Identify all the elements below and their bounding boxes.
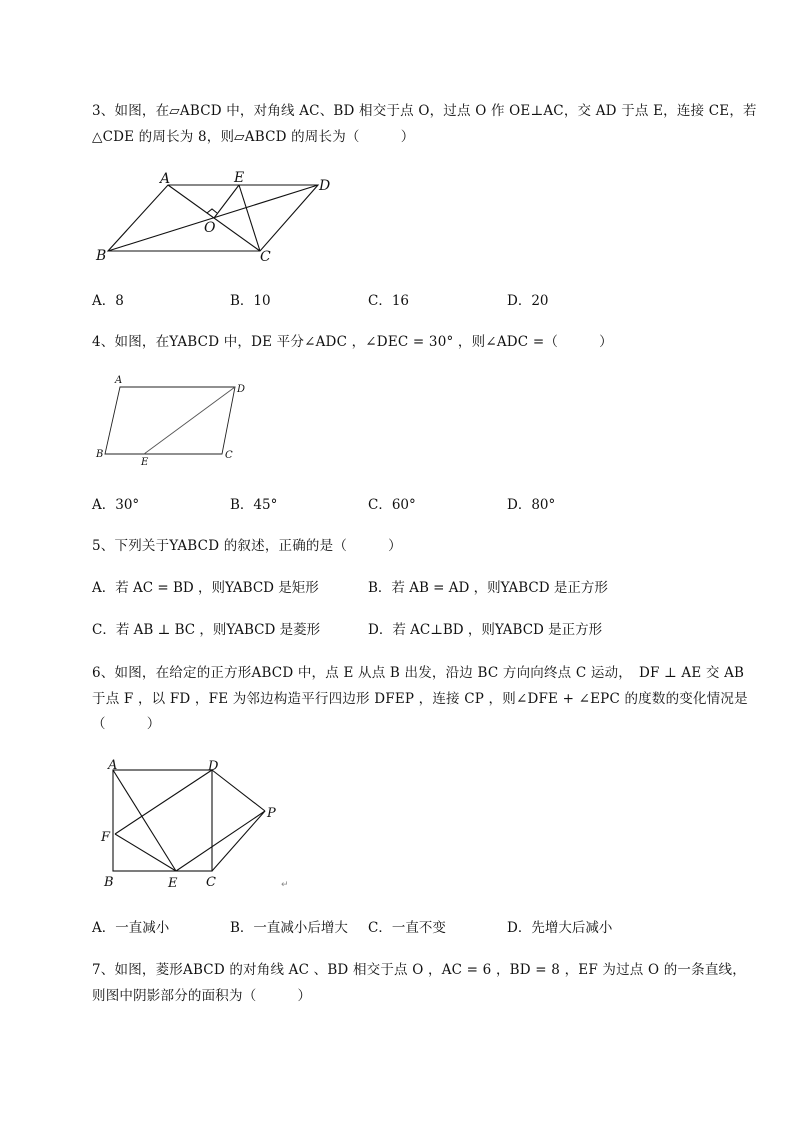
q3-option-b[interactable]: B．10 [230, 293, 271, 309]
q3-label-a: A [160, 171, 171, 187]
q3-label-c: C [260, 249, 271, 265]
q3-option-d[interactable]: D．20 [507, 293, 549, 309]
q6-segment-ae [113, 770, 176, 871]
q6-option-b[interactable]: B．一直减小后增大 [230, 920, 348, 936]
q6-label-e: E [168, 876, 178, 891]
q6-segment-df [115, 770, 212, 834]
q5-option-b[interactable]: B．若 AB = AD ，则YABCD 是正方形 [368, 580, 608, 596]
q3-label-d: D [319, 178, 331, 194]
q3-label-o: O [204, 220, 216, 236]
q4-parallelogram [105, 387, 235, 454]
q3-parallelogram-figure [90, 168, 340, 268]
q5-option-a[interactable]: A．若 AC = BD ，则YABCD 是矩形 [92, 580, 319, 596]
q3-segment-oe [214, 185, 239, 218]
q4-parallelogram-figure [92, 372, 252, 472]
q4-label-e: E [141, 457, 149, 468]
q6-option-a[interactable]: A．一直减小 [92, 920, 170, 936]
q4-label-b: B [96, 449, 104, 460]
q6-label-p: P [267, 806, 276, 821]
q6-label-c: C [206, 875, 216, 890]
q4-option-d[interactable]: D．80° [507, 497, 556, 513]
q4-option-a[interactable]: A．30° [92, 497, 140, 513]
return-mark-icon: ↵ [281, 880, 289, 890]
q3-label-e: E [234, 170, 245, 186]
q3-stem-line1: 3、如图，在▱ABCD 中，对角线 AC、BD 相交于点 O，过点 O 作 OE⊥AC，交 AD 于点 E，连接 CE，若 [92, 103, 757, 119]
q3-diagonal-bd [108, 185, 318, 251]
q3-label-b: B [96, 248, 107, 264]
q4-label-a: A [115, 375, 123, 386]
q4-label-d: D [237, 384, 246, 395]
q5-option-c[interactable]: C．若 AB ⊥ BC ，则YABCD 是菱形 [92, 622, 321, 638]
q6-label-f: F [101, 830, 111, 845]
q3-option-a[interactable]: A．8 [92, 293, 124, 309]
q3-right-angle-mark [207, 209, 217, 213]
q3-option-c[interactable]: C．16 [368, 293, 410, 309]
q7-stem-line2: 则图中阴影部分的面积为（ ） [92, 988, 312, 1004]
q4-option-b[interactable]: B．45° [230, 497, 278, 513]
q4-segment-de [144, 387, 235, 454]
q6-label-a: A [108, 758, 118, 773]
q6-square-figure [98, 756, 288, 891]
q6-option-c[interactable]: C．一直不变 [368, 920, 446, 936]
q6-stem-line1: 6、如图，在给定的正方形ABCD 中，点 E 从点 B 出发，沿边 BC 方向向终点 C 运动， DF ⊥ AE 交 AB [92, 665, 745, 681]
q3-stem-line2: △CDE 的周长为 8，则▱ABCD 的周长为（ ） [92, 129, 415, 145]
q6-option-d[interactable]: D．先增大后减小 [507, 920, 613, 936]
q4-option-c[interactable]: C．60° [368, 497, 416, 513]
q6-stem-line2: 于点 F ，以 FD ，FE 为邻边构造平行四边形 DFEP ，连接 CP ，则∠DFE + ∠EPC 的度数的变化情况是 [92, 691, 748, 707]
q4-label-c: C [225, 450, 233, 461]
q6-label-b: B [104, 875, 114, 890]
q6-segment-fe [115, 834, 176, 871]
q6-segment-dp [212, 770, 265, 811]
q6-stem-line3: （ ） [92, 716, 161, 732]
q5-stem-line1: 5、下列关于YABCD 的叙述，正确的是（ ） [92, 538, 402, 554]
q3-segment-ce [239, 185, 260, 251]
q6-label-d: D [208, 759, 219, 774]
q7-stem-line1: 7、如图，菱形ABCD 的对角线 AC 、BD 相交于点 O ，AC = 6 ，BD = 8 ，EF 为过点 O 的一条直线， [92, 962, 746, 978]
q5-option-d[interactable]: D．若 AC⊥BD ，则YABCD 是正方形 [368, 622, 603, 638]
q4-stem-line1: 4、如图，在YABCD 中，DE 平分∠ADC ，∠DEC = 30° ，则∠ADC =（ ） [92, 334, 613, 350]
q6-square [113, 770, 212, 871]
